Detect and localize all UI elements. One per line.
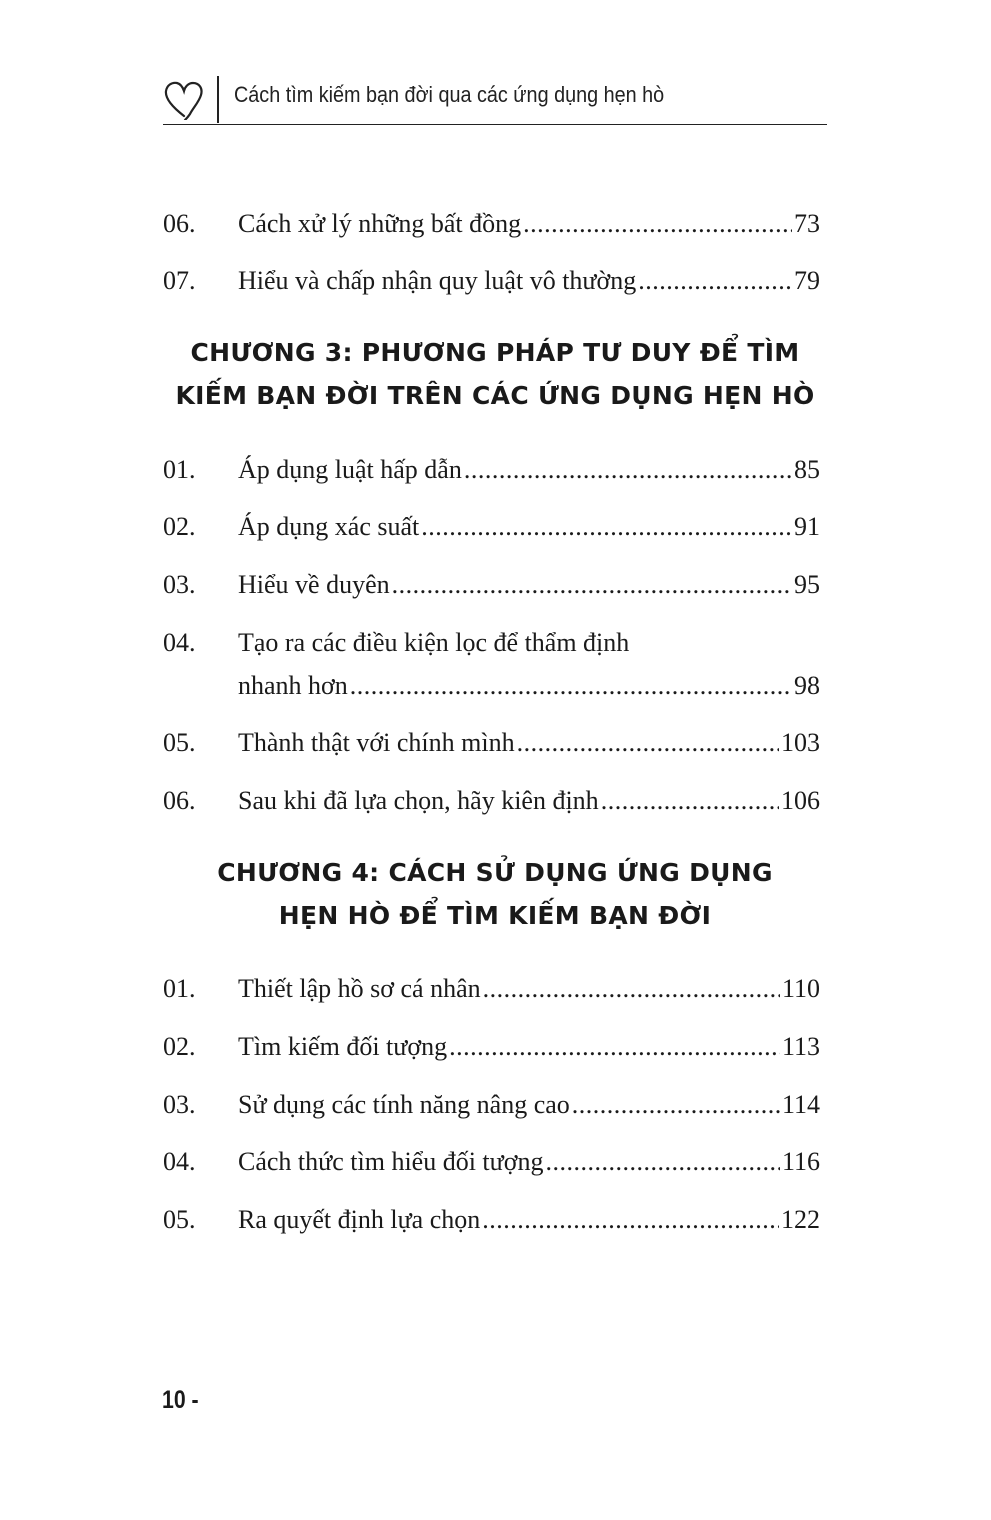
entry-title: Thiết lập hồ sơ cá nhân [238, 974, 481, 1003]
dot-leader [483, 967, 780, 1010]
dot-leader [601, 779, 779, 822]
toc-entry[interactable] [163, 1025, 820, 1068]
toc-entry[interactable] [163, 967, 820, 1010]
entry-title: Tạo ra các điều kiện lọc để thẩm định [238, 628, 630, 657]
toc-entry[interactable] [163, 1083, 820, 1126]
entry-page: 103 [781, 728, 820, 757]
toc-entry[interactable] [163, 1140, 820, 1183]
dot-leader [638, 259, 792, 302]
entry-number: 02. [163, 1032, 196, 1061]
entry-page: 95 [794, 570, 820, 599]
dot-leader [546, 1140, 780, 1183]
chapter-heading-line: HẸN HÒ ĐỂ TÌM KIẾM BẠN ĐỜI [278, 901, 712, 930]
entry-number: 07. [163, 266, 196, 295]
entry-title: Thành thật với chính mình [238, 728, 515, 757]
entry-page: 98 [794, 671, 820, 700]
dot-leader [517, 721, 779, 764]
header-divider [217, 76, 219, 123]
chapter-heading-line: CHƯƠNG 4: CÁCH SỬ DỤNG ỨNG DỤNG [217, 858, 773, 887]
dot-leader [421, 505, 792, 548]
toc-entry[interactable] [163, 505, 820, 548]
running-title: Cách tìm kiếm bạn đời qua các ứng dụng hẹn hò [234, 82, 665, 107]
toc-entry[interactable] [163, 563, 820, 606]
chapter-heading-line: CHƯƠNG 3: PHƯƠNG PHÁP TƯ DUY ĐỂ TÌM [190, 338, 800, 367]
entry-title: Hiểu về duyên [238, 570, 390, 599]
entry-number: 05. [163, 1205, 196, 1234]
entry-page: 122 [781, 1205, 820, 1234]
toc-entry[interactable] [163, 448, 820, 491]
dot-leader [449, 1025, 780, 1068]
entry-page: 85 [794, 455, 820, 484]
entry-number: 03. [163, 570, 196, 599]
entry-title: Tìm kiếm đối tượng [238, 1032, 448, 1061]
entry-page: 114 [781, 1090, 820, 1119]
entry-number: 04. [163, 1147, 196, 1176]
toc-entry[interactable] [163, 259, 820, 302]
page-number: 10 - [162, 1386, 199, 1414]
dot-leader [523, 202, 792, 245]
entry-number: 05. [163, 728, 196, 757]
entry-page: 91 [794, 512, 820, 541]
entry-title-continued: nhanh hơn [238, 671, 348, 700]
chapter-heading [120, 331, 870, 417]
entry-number: 03. [163, 1090, 196, 1119]
entry-title: Cách thức tìm hiểu đối tượng [238, 1147, 544, 1176]
running-header [163, 70, 827, 125]
toc-entry[interactable] [163, 621, 820, 707]
entry-title: Áp dụng xác suất [238, 512, 420, 541]
toc-entry[interactable] [163, 721, 820, 764]
entry-title: Hiểu và chấp nhận quy luật vô thường [238, 266, 637, 295]
entry-title: Sau khi đã lựa chọn, hãy kiên định [238, 786, 599, 815]
entry-page: 110 [781, 974, 820, 1003]
entry-number: 04. [163, 628, 196, 657]
entry-page: 113 [781, 1032, 820, 1061]
entry-number: 01. [163, 455, 196, 484]
toc-entry[interactable] [163, 779, 820, 822]
dot-leader [350, 664, 792, 707]
entry-number: 02. [163, 512, 196, 541]
entry-number: 06. [163, 786, 196, 815]
entry-title: Áp dụng luật hấp dẫn [238, 455, 462, 484]
entry-number: 06. [163, 209, 196, 238]
toc-entry[interactable] [163, 1198, 820, 1241]
dot-leader [482, 1198, 779, 1241]
entry-title: Sử dụng các tính năng nâng cao [238, 1090, 570, 1119]
entry-title: Cách xử lý những bất đồng [238, 209, 522, 238]
dot-leader [392, 563, 792, 606]
toc-entry[interactable] [163, 202, 820, 245]
chapter-heading-line: KIẾM BẠN ĐỜI TRÊN CÁC ỨNG DỤNG HẸN HÒ [175, 381, 815, 410]
chapter-heading [120, 851, 870, 937]
entry-page: 106 [781, 786, 820, 815]
entry-page: 79 [794, 266, 820, 295]
entry-page: 73 [794, 209, 820, 238]
entry-number: 01. [163, 974, 196, 1003]
entry-page: 116 [781, 1147, 820, 1176]
heart-outline-icon [163, 80, 205, 120]
dot-leader [464, 448, 792, 491]
dot-leader [572, 1083, 780, 1126]
entry-title: Ra quyết định lựa chọn [238, 1205, 481, 1234]
